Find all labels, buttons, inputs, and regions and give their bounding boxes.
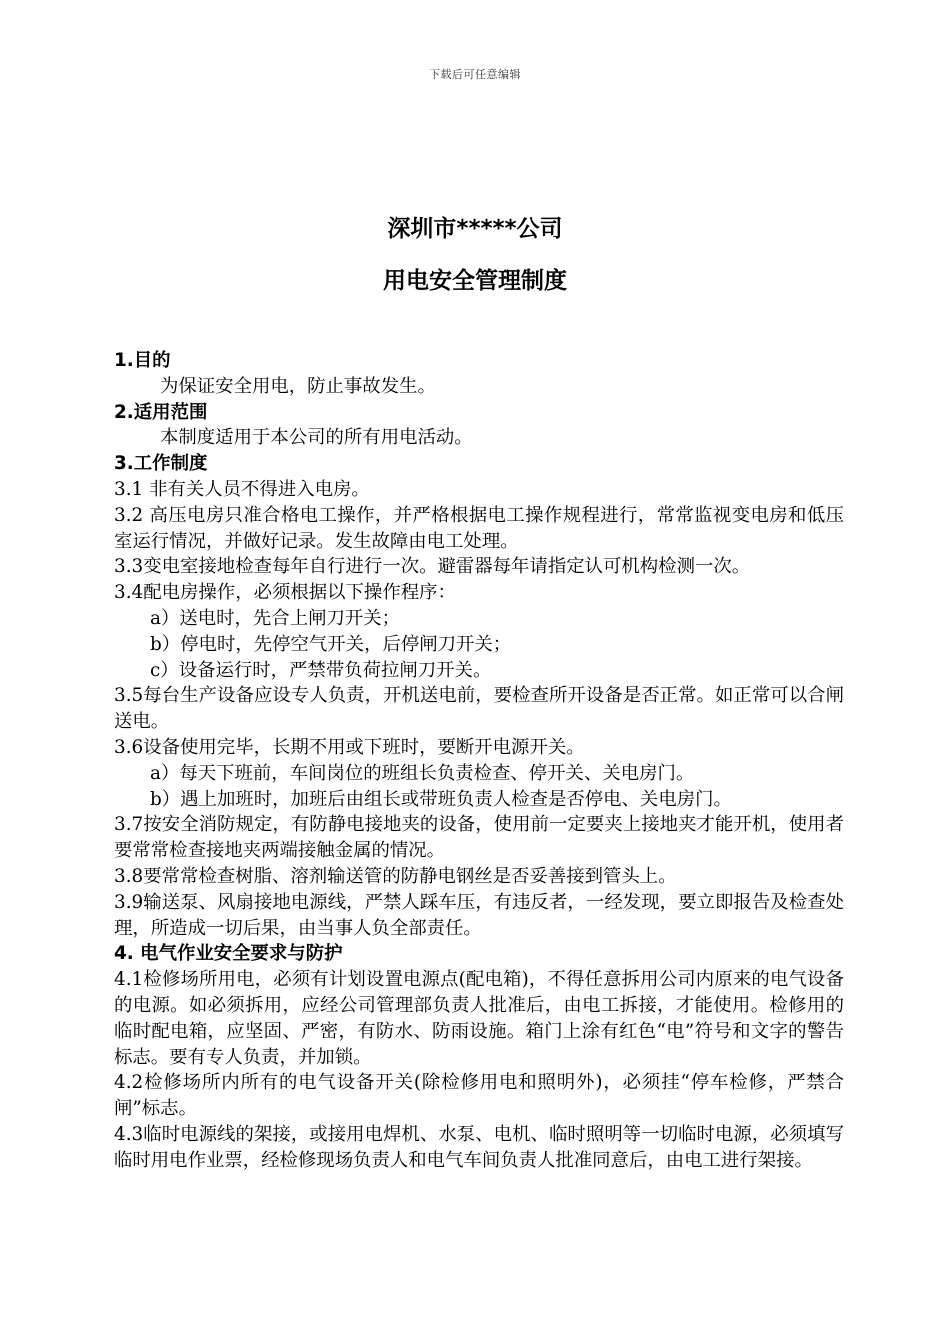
section-heading-scope: 2.适用范围 — [114, 401, 208, 423]
clause-4-2: 4.2检修场所内所有的电气设备开关(除检修用电和照明外)，必须挂“停车检修，严禁合闸”标志。 — [114, 1072, 844, 1120]
clause-3-9: 3.9输送泵、风扇接地电源线，严禁人踩车压，有违反者，一经发现，要立即报告及检查处理，所造成一切后果，由当事人负全部责任。 — [114, 891, 844, 939]
section-heading-work-rules: 3.工作制度 — [114, 453, 208, 475]
page-header-note: 下载后可任意编辑 — [429, 68, 521, 81]
clause-3-3: 3.3变电室接地检查每年自行进行一次。避雷器每年请指定认可机构检测一次。 — [114, 556, 751, 578]
document-subtitle: 用电安全管理制度 — [383, 268, 567, 294]
paragraph-scope: 本制度适用于本公司的所有用电活动。 — [160, 427, 473, 449]
clause-3-6: 3.6设备使用完毕，长期不用或下班时，要断开电源开关。 — [114, 736, 585, 758]
section-heading-purpose: 1.目的 — [114, 350, 171, 371]
clause-3-6-a: a）每天下班前，车间岗位的班组长负责检查、停开关、关电房门。 — [150, 762, 695, 784]
clause-3-8: 3.8要常常检查树脂、溶剂输送管的防静电钢丝是否妥善接到管头上。 — [114, 865, 677, 887]
clause-4-1: 4.1检修场所用电，必须有计划设置电源点(配电箱)，不得任意拆用公司内原来的电气设备的电源。如必须拆用，应经公司管理部负责人批准后，由电工拆接，才能使用。检修用的临时配电箱，应坚固、严密，有防水、防雨设施。箱门上涂有红色“电”符号和文字的警告标志。要有专人负责，并加锁。 — [114, 969, 844, 1068]
clause-3-7: 3.7按安全消防规定，有防静电接地夹的设备，使用前一定要夹上接地夹才能开机，使用者要常常检查接地夹两端接触金属的情况。 — [114, 814, 844, 862]
document-body — [114, 348, 844, 1174]
section-heading-electrical-safety: 4. 电气作业安全要求与防护 — [114, 943, 343, 965]
clause-3-4: 3.4配电房操作，必须根据以下操作程序： — [114, 582, 456, 604]
clause-3-6-b: b）遇上加班时，加班后由组长或带班负责人检查是否停电、关电房门。 — [150, 788, 732, 810]
clause-3-2: 3.2 高压电房只准合格电工操作，并严格根据电工操作规程进行，常常监视变电房和低压室运行情况，并做好记录。发生故障由电工处理。 — [114, 504, 844, 552]
clause-3-4-a: a）送电时，先合上闸刀开关； — [150, 607, 401, 629]
paragraph-purpose: 为保证安全用电，防止事故发生。 — [160, 375, 436, 397]
clause-3-4-c: c）设备运行时，严禁带负荷拉闸刀开关。 — [150, 659, 492, 681]
clause-3-4-b: b）停电时，先停空气开关，后停闸刀开关； — [150, 633, 512, 655]
document-title: 深圳市*****公司 — [387, 216, 563, 242]
clause-4-3: 4.3临时电源线的架接，或接用电焊机、水泵、电机、临时照明等一切临时电源，必须填写临时用电作业票，经检修现场负责人和电气车间负责人批准同意后，由电工进行架接。 — [114, 1123, 844, 1171]
clause-3-1: 3.1 非有关人员不得进入电房。 — [114, 478, 370, 500]
clause-3-5: 3.5每台生产设备应设专人负责，开机送电前，要检查所开设备是否正常。如正常可以合闸送电。 — [114, 685, 844, 733]
